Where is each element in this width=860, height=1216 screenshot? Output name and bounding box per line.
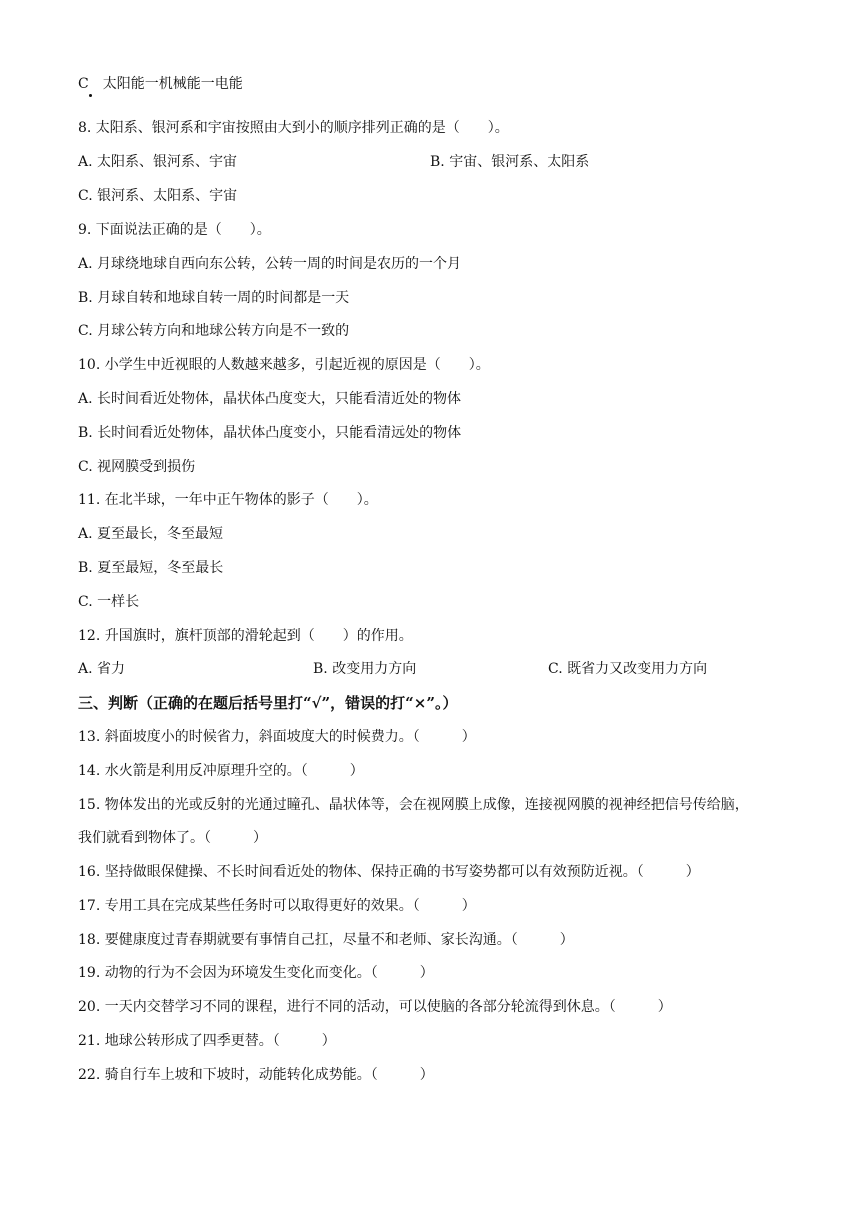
q8-option-b: B. 宇宙、银河系、太阳系 [430, 154, 590, 170]
q10-option-b: B. 长时间看近处物体，晶状体凸度变小，只能看清远处的物体 [78, 425, 462, 441]
q11-option-c: C. 一样长 [78, 594, 140, 610]
q10-option-c: C. 视网膜受到损伤 [78, 459, 196, 475]
q9-option-c: C. 月球公转方向和地球公转方向是不一致的 [78, 323, 350, 339]
question-12: 12. 升国旗时，旗杆顶部的滑轮起到（ ）的作用。 [78, 628, 413, 644]
question-21: 21. 地球公转形成了四季更替。（ ） [78, 1033, 336, 1049]
question-22: 22. 骑自行车上坡和下坡时，动能转化成势能。（ ） [78, 1067, 434, 1083]
q12-option-c: C. 既省力又改变用力方向 [548, 661, 708, 677]
q8-option-a: A. 太阳系、银河系、宇宙 [78, 154, 238, 170]
q9-option-b: B. 月球自转和地球自转一周的时间都是一天 [78, 290, 350, 306]
question-17: 17. 专用工具在完成某些任务时可以取得更好的效果。（ ） [78, 898, 476, 914]
question-11: 11. 在北半球，一年中正午物体的影子（ ）。 [78, 492, 378, 508]
q9-option-a: A. 月球绕地球自西向东公转，公转一周的时间是农历的一个月 [78, 256, 462, 272]
question-16: 16. 坚持做眼保健操、不长时间看近处的物体、保持正确的书写姿势都可以有效预防近视。（ ） [78, 864, 700, 880]
q12-option-a: A. 省力 [78, 661, 126, 677]
q11-option-b: B. 夏至最短，冬至最长 [78, 560, 224, 576]
question-13: 13. 斜面坡度小的时候省力，斜面坡度大的时候费力。（ ） [78, 729, 476, 745]
section-3-heading: 三、判断（正确的在题后括号里打“√”，错误的打“×”。） [78, 694, 458, 712]
dot-mark [89, 94, 92, 97]
question-20: 20. 一天内交替学习不同的课程，进行不同的活动，可以使脑的各部分轮流得到休息。（ ） [78, 999, 672, 1015]
question-9: 9. 下面说法正确的是（ ）。 [78, 222, 271, 238]
q12-option-b: B. 改变用力方向 [313, 661, 417, 677]
question-19: 19. 动物的行为不会因为环境发生变化而变化。（ ） [78, 965, 434, 981]
question-8: 8. 太阳系、银河系和宇宙按照由大到小的顺序排列正确的是（ ）。 [78, 120, 509, 136]
q8-option-c: C. 银河系、太阳系、宇宙 [78, 188, 238, 204]
question-14: 14. 水火箭是利用反冲原理升空的。（ ） [78, 763, 364, 779]
question-18: 18. 要健康度过青春期就要有事情自己扛，尽量不和老师、家长沟通。（ ） [78, 932, 574, 948]
q10-option-a: A. 长时间看近处物体，晶状体凸度变大，只能看清近处的物体 [78, 391, 462, 407]
question-15-line-2: 我们就看到物体了。（ ） [78, 830, 267, 846]
q11-option-a: A. 夏至最长，冬至最短 [78, 526, 224, 542]
option-c-prev: C 太阳能一机械能一电能 [78, 76, 243, 92]
question-15-line-1: 15. 物体发出的光或反射的光通过瞳孔、晶状体等，会在视网膜上成像，连接视网膜的视神经把信号传给脑， [78, 797, 749, 813]
question-10: 10. 小学生中近视眼的人数越来越多，引起近视的原因是（ ）。 [78, 357, 490, 373]
